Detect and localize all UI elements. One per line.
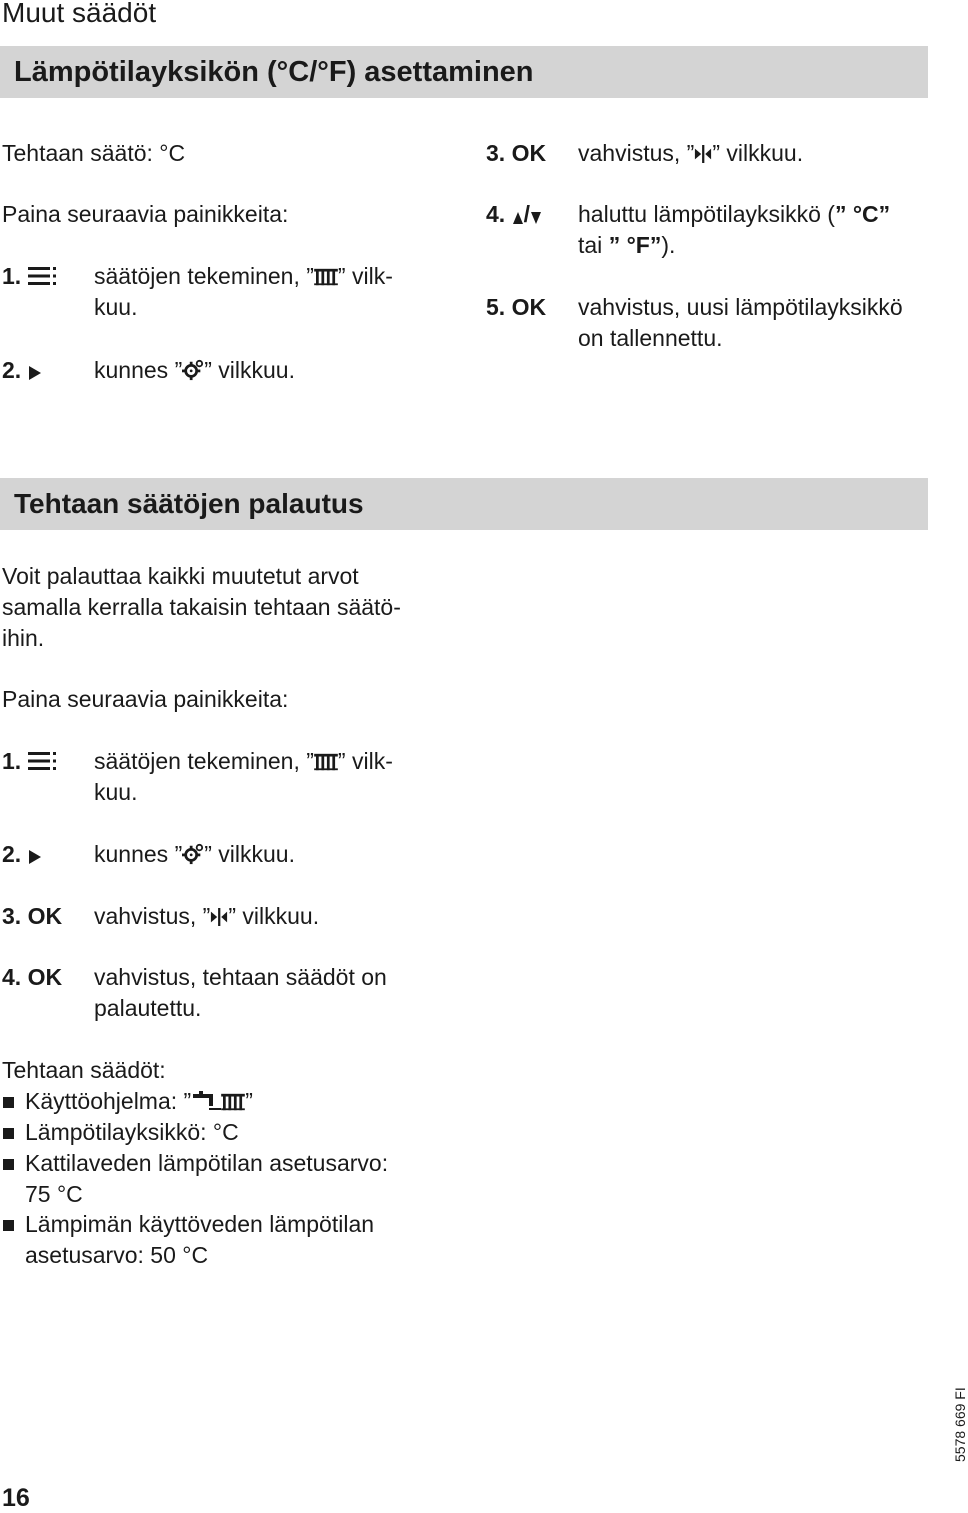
bullet-icon	[3, 1097, 14, 1108]
press-buttons-text: Paina seuraavia painikkeita:	[2, 686, 289, 712]
section-banner-factory-reset	[0, 478, 928, 530]
document-code: 5578 669 FI	[952, 1387, 968, 1462]
step-number: 4. /	[486, 199, 542, 230]
intro-line: Voit palauttaa kaikki muutetut arvot	[2, 563, 359, 589]
tap-icon	[191, 1090, 221, 1112]
radiator-icon	[314, 752, 338, 772]
step-number: 3. OK	[2, 903, 63, 929]
gear-icon	[182, 359, 204, 381]
up-arrow-icon	[512, 211, 524, 225]
ok-key: OK	[27, 903, 63, 929]
step-text: säätöjen tekeminen, ” ” vilk- kuu.	[94, 748, 393, 805]
step-text: haluttu lämpötilayksikkö (” °C” tai ” °F”).	[578, 201, 891, 258]
radiator-icon	[314, 267, 338, 287]
ok-key: OK	[27, 964, 63, 990]
menu-icon	[28, 750, 58, 772]
step-text: vahvistus, uusi lämpötilayksikkö on tallennettu.	[578, 294, 903, 351]
step-text: kunnes ” ” vilkkuu.	[94, 357, 295, 383]
factory-list-item-cont: 75 °C	[25, 1181, 83, 1207]
step-text: säätöjen tekeminen, ” ” vilk- kuu.	[94, 263, 393, 320]
factory-list-item-cont: asetusarvo: 50 °C	[25, 1242, 209, 1268]
factory-list-item: Lämpimän käyttöveden lämpötilan	[25, 1211, 375, 1237]
page-number: 16	[2, 1484, 30, 1512]
right-arrow-icon	[28, 849, 42, 865]
ok-key: OK	[511, 294, 547, 320]
step-number: 2.	[2, 839, 42, 870]
step-number: 2.	[2, 355, 42, 386]
factory-list-item: Lämpötilayksikkö: °C	[25, 1119, 239, 1145]
bullet-icon	[3, 1220, 14, 1231]
intro-line: ihin.	[2, 625, 45, 651]
reset-icon	[694, 144, 712, 164]
step-text: vahvistus, ” ” vilkkuu.	[94, 903, 320, 929]
page-heading: Muut säädöt	[2, 0, 157, 28]
step-number: 1.	[2, 261, 58, 292]
bullet-icon	[3, 1128, 14, 1139]
intro-line: samalla kerralla takaisin tehtaan säätö-	[2, 594, 401, 620]
bullet-icon	[3, 1159, 14, 1170]
radiator-icon	[221, 1092, 245, 1112]
section-title: Lämpötilayksikön (°C/°F) asettaminen	[14, 56, 534, 88]
step-text: vahvistus, ” ” vilkkuu.	[578, 140, 804, 166]
factory-setting-text: Tehtaan säätö: °C	[2, 140, 186, 166]
factory-settings-heading: Tehtaan säädöt:	[2, 1057, 166, 1083]
step-number: 1.	[2, 746, 58, 777]
press-buttons-text: Paina seuraavia painikkeita:	[2, 201, 289, 227]
ok-key: OK	[511, 140, 547, 166]
right-arrow-icon	[28, 365, 42, 381]
step-number: 4. OK	[2, 964, 63, 990]
step-text: vahvistus, tehtaan säädöt on palautettu.	[94, 964, 387, 1021]
reset-icon	[210, 907, 228, 927]
gear-icon	[182, 843, 204, 865]
down-arrow-icon	[530, 211, 542, 225]
menu-icon	[28, 265, 58, 287]
step-number: 5. OK	[486, 294, 547, 320]
section-banner-temperature-unit	[0, 46, 928, 98]
factory-list-item: Kattilaveden lämpötilan asetusarvo:	[25, 1150, 389, 1176]
step-number: 3. OK	[486, 140, 547, 166]
step-text: kunnes ” ” vilkkuu.	[94, 841, 295, 867]
section-title: Tehtaan säätöjen palautus	[14, 488, 364, 519]
factory-list-item: Käyttöohjelma: ” ”	[25, 1088, 253, 1114]
